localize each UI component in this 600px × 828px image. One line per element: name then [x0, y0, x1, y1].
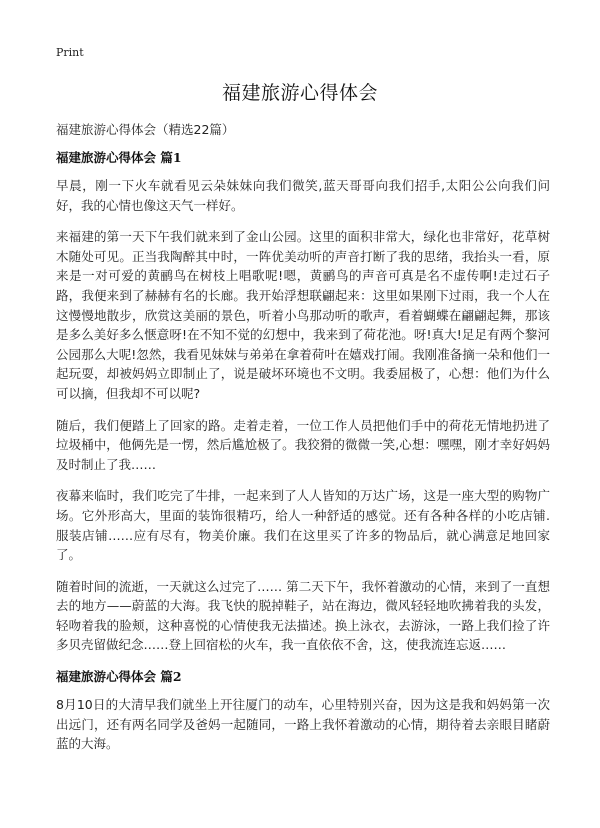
paragraph: 随着时间的流逝，一天就这么过完了…… 第二天下午，我怀着激动的心情，来到了一直想去的地方——蔚蓝的大海。我飞快的脱掉鞋子，站在海边，微风轻轻地吹拂着我的头发，轻吻着我的脸颊，这种喜悦的心情使我无法描述。换上泳衣，去游泳，一路上我们捡了许多贝壳留做纪念……登上回宿松的火车，我一直依依不舍，这，使我流连忘返…… [56, 578, 550, 653]
section-heading: 福建旅游心得体会 篇2 [56, 669, 182, 685]
section-heading: 福建旅游心得体会 篇1 [56, 150, 182, 165]
document-subtitle: 福建旅游心得体会（精选22篇） [56, 122, 235, 137]
print-link[interactable]: Print [56, 46, 84, 59]
page-title: 福建旅游心得体会 [221, 82, 378, 104]
article-body [56, 148, 550, 766]
paragraph: 早晨，刚一下火车就看见云朵妹妹向我们微笑,蓝天哥哥向我们招手,太阳公公向我们问好，我的心情也像这天气一样好。 [56, 178, 550, 213]
paragraph: 来福建的第一天下午我们就来到了金山公园。这里的面积非常大，绿化也非常好，花草树木随处可见。正当我陶醉其中时，一阵优美动听的声音打断了我的思绪，我抬头一看，原来是一对可爱的黄鹂鸟在树枝上唱歌呢!嗯，黄鹂鸟的声音可真是名不虚传啊!走过石子路，我便来到了赫赫有名的长廊。我开始浮想联翩起来：这里如果刚下过雨，我一个人在这慢慢地散步，欣赏这美丽的景色，听着小鸟那动听的歌声，看着蝴蝶在翩翩起舞，那该是多么美好多么惬意呀!在不知不觉的幻想中，我来到了荷花池。呀!真大!足足有两个黎河公园那么大呢!忽然，我看见妹妹与弟弟在拿着荷叶在嬉戏打闹。我刚准备摘一朵和他们一起玩耍，却被妈妈立即制止了，说是破坏环境也不文明。我委屈极了，心想：他们为什么可以摘，但我却不可以呢? [56, 229, 550, 401]
paragraph: 夜幕来临时，我们吃完了牛排，一起来到了人人皆知的万达广场，这是一座大型的购物广场。它外形高大，里面的装饰很精巧，给人一种舒适的感觉。还有各种各样的小吃店铺. 服装店铺……应有尽有，物美价廉。我们在这里买了许多的物品后，就心满意足地回家了。 [56, 488, 550, 563]
section-2 [56, 667, 550, 754]
section-1 [56, 148, 550, 655]
paragraph: 随后，我们便踏上了回家的路。走着走着，一位工作人员把他们手中的荷花无情地扔进了垃圾桶中，他俩先是一愣，然后尴尬极了。我狡猾的微微一笑,心想：嘿嘿，刚才幸好妈妈及时制止了我…… [56, 417, 550, 472]
paragraph: 8月10日的大清早我们就坐上开往厦门的动车，心里特别兴奋，因为这是我和妈妈第一次出远门，还有两名同学及爸妈一起随同，一路上我怀着激动的心情，期待着去亲眼目睹蔚蓝的大海。 [56, 697, 550, 752]
